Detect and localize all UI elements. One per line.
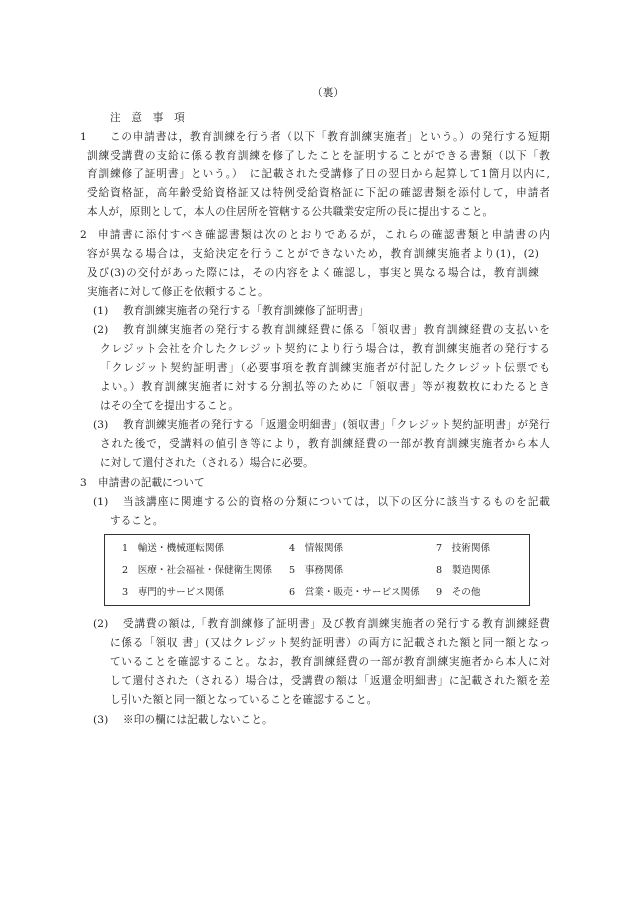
item-2-3-line: 教育訓練実施者の発行する「返還金明細書」(領収書」「クレジット契約証明書」が発行 — [123, 419, 550, 431]
side-label: （裏） — [312, 87, 345, 99]
item-2-line: 容が異なる場合は，支給決定を行うことができないため，教育訓練実施者より(1)，(2) — [87, 248, 539, 260]
category-cell: 7 技術関係 — [436, 543, 491, 554]
item-3-heading: 申請書の記載について — [98, 477, 205, 489]
item-3-2-line: し引いた額と同一額となっていることを確認すること。 — [110, 694, 378, 706]
item-3-2-line: して還付された（される）場合は，受講費の額は「返還金明細書」に記載された額を差 — [110, 675, 550, 687]
item-2-1-number: (1) — [93, 305, 109, 317]
item-1-line: 受給資格証，高年齢受給資格証又は特例受給資格証に下記の確認書類を添付して，申請者 — [87, 187, 550, 199]
item-2-3-line: に対して還付された（される）場合に必要。 — [100, 457, 314, 469]
category-cell: 1 輸送・機械運転関係 — [122, 543, 225, 554]
item-2-number: 2 — [80, 229, 87, 241]
item-3-1-line: 当該講座に関連する公的資格の分類については，以下の区分に該当するものを記載 — [123, 496, 550, 508]
category-cell: 8 製造関係 — [436, 565, 491, 576]
item-2-line: 実施者に対して修正を依頼すること。 — [87, 286, 269, 298]
category-cell: 5 事務関係 — [289, 565, 344, 576]
item-2-3-number: (3) — [93, 419, 109, 431]
item-2-3-line: された後で，受講料の値引き等により，教育訓練経費の一部が教育訓練実施者から本人 — [100, 438, 550, 450]
notes-title: 注 意 事 項 — [110, 112, 185, 124]
item-3-3-line: ※印の欄には記載しないこと。 — [123, 714, 273, 726]
item-2-2-line: クレジット会社を介したクレジット契約により行う場合は，教育訓練実施者の発行する — [100, 343, 550, 355]
item-2-line: 及び(3)の交付があった際には，その内容をよく確認し，事実と異なる場合は，教育訓練 — [87, 267, 539, 279]
category-cell: 6 営業・販売・サービス関係 — [289, 587, 420, 598]
item-2-2-line: 教育訓練実施者の発行する教育訓練経費に係る「領収書」教育訓練経費の支払いを — [123, 324, 550, 336]
item-1-number: 1 — [80, 131, 87, 143]
item-1-line: この申請書は，教育訓練を行う者（以下「教育訓練実施者」という。）の発行する短期 — [110, 131, 550, 143]
item-1-line: 育訓練修了証明書」という。） に記載された受講修了日の翌日から起算して1箇月以内に, — [87, 168, 550, 180]
item-1-line: 本人が，原則として，本人の住居所を管轄する公共職業安定所の長に提出すること。 — [87, 206, 494, 218]
item-3-2-line: 受講費の額は,「教育訓練修了証明書」及び教育訓練実施者の発行する教育訓練経費 — [123, 618, 550, 630]
category-cell: 2 医療・社会福祉・保健衛生関係 — [122, 565, 273, 576]
item-1-line: 訓練受講費の支給に係る教育訓練を修了したことを証明することができる書類（以下「教 — [87, 150, 550, 162]
item-3-number: 3 — [80, 477, 87, 489]
category-cell: 9 その他 — [436, 587, 481, 598]
item-2-2-number: (2) — [93, 324, 109, 336]
category-cell: 3 専門的サービス関係 — [122, 587, 225, 598]
item-3-1-line: すること。 — [110, 515, 164, 527]
item-3-1-number: (1) — [93, 496, 109, 508]
item-2-2-line: 「クレジット契約証明書」（必要事項を教育訓練実施者が付記したクレジット伝票でも — [100, 362, 550, 374]
item-2-2-line: よい。）教育訓練実施者に対する分割払等のために「領収書」等が複数枚にわたるとき — [100, 381, 550, 393]
item-2-line: 申請書に添付すべき確認書類は次のとおりであるが，これらの確認書類と申請書の内 — [98, 229, 550, 241]
category-cell: 4 情報関係 — [289, 543, 344, 554]
item-3-2-line: に係る「領収 書」(又はクレジット契約証明書）の両方に記載された額と同一額となっ — [110, 637, 550, 649]
item-2-1-line: 教育訓練実施者の発行する「教育訓練修了証明書」 — [123, 305, 369, 317]
item-3-3-number: (3) — [93, 714, 109, 726]
qualification-category-table — [104, 534, 530, 606]
item-2-2-line: はその全てを提出すること。 — [100, 400, 240, 412]
item-3-2-line: ていることを確認すること。なお，教育訓練経費の一部が教育訓練実施者から本人に対 — [110, 656, 550, 668]
item-3-2-number: (2) — [93, 618, 109, 630]
